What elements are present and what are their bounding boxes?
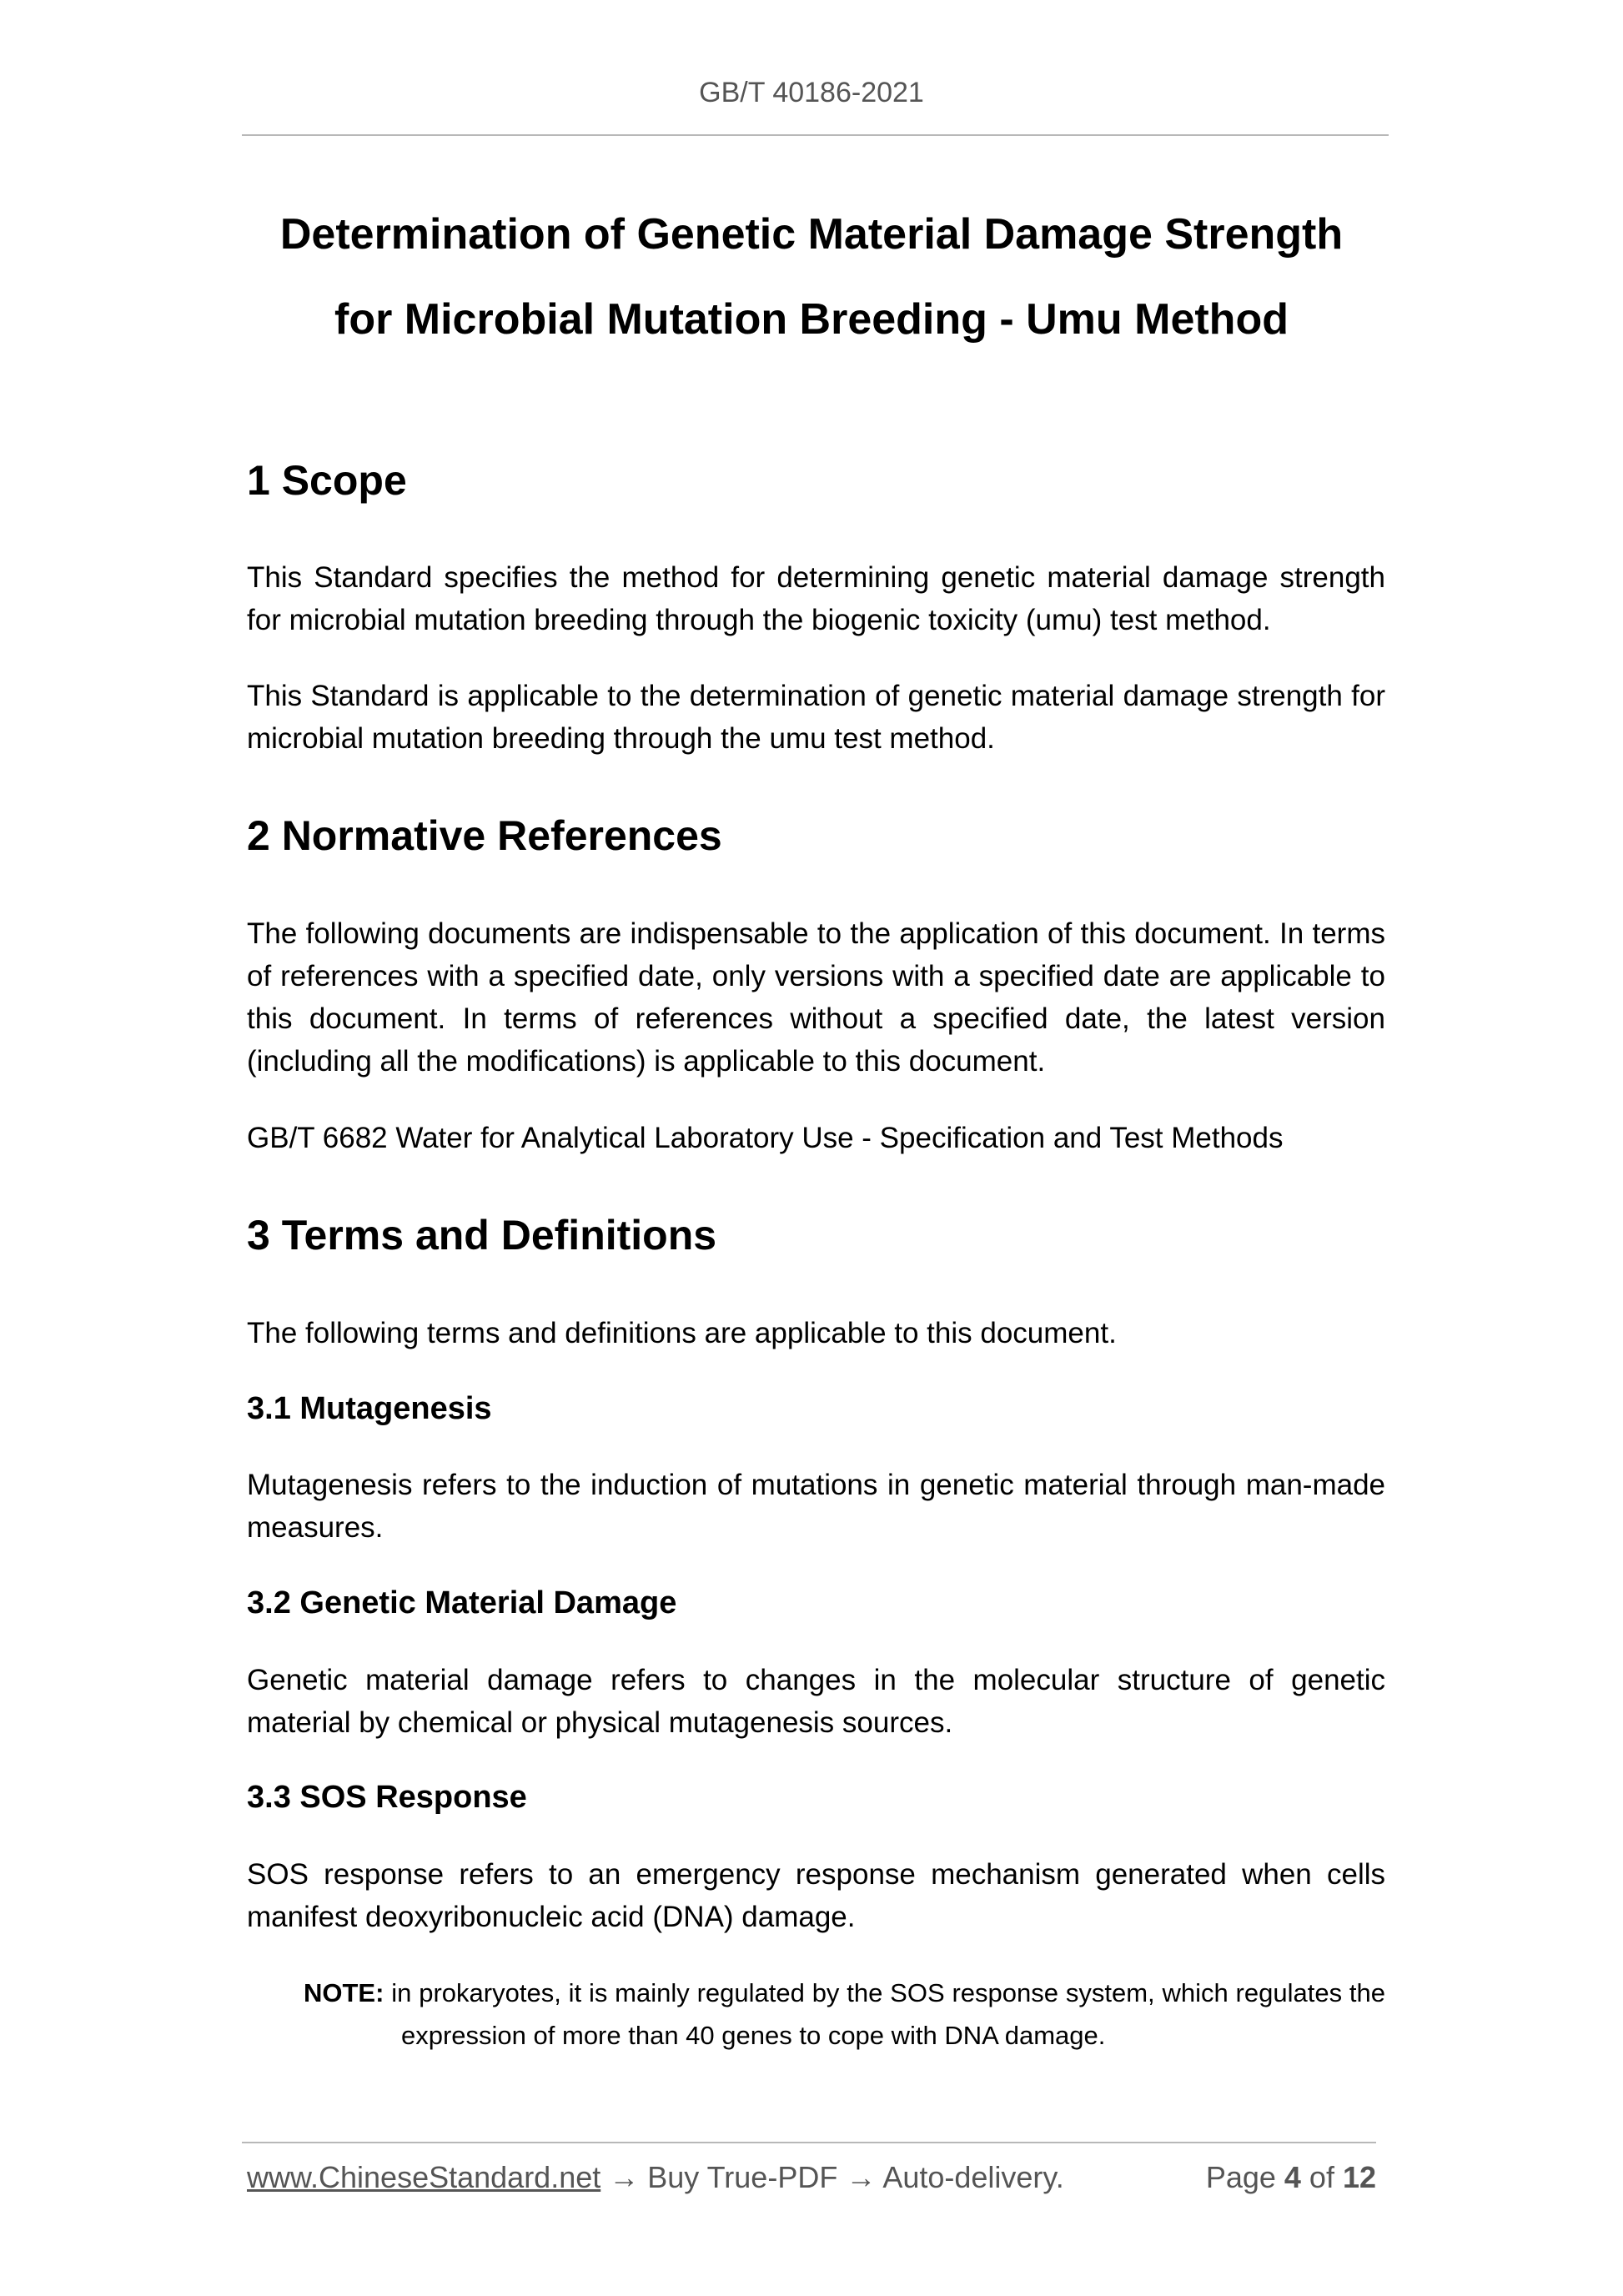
footer-divider [242, 2142, 1376, 2143]
term-3-1-definition: Mutagenesis refers to the induction of mutations in genetic material through man-made measures. [247, 1469, 1385, 1544]
term-3-3-heading: 3.3 SOS Response [247, 1780, 527, 1815]
document-title [0, 192, 1623, 362]
term-3-2-definition: Genetic material damage refers to changes in the molecular structure of genetic material by chemical or physical mutagenesis sources. [247, 1664, 1385, 1739]
section-2-heading: 2 Normative References [247, 812, 722, 859]
header-divider [242, 134, 1389, 136]
term-3-3-note [304, 1972, 1385, 2057]
footer-promo-text: → Buy True-PDF → Auto-delivery. [600, 2160, 1064, 2194]
page-total: 12 [1342, 2160, 1376, 2194]
chinese-standard-link[interactable]: www.ChineseStandard.net [247, 2160, 601, 2194]
section-1-heading: 1 Scope [247, 457, 407, 504]
term-3-3-definition: SOS response refers to an emergency response mechanism generated when cells manifest deoxyribonucleic acid (DNA) damage. [247, 1858, 1385, 1933]
section-2-reference: GB/T 6682 Water for Analytical Laboratory Use - Specification and Test Methods [247, 1122, 1284, 1154]
title-line-1: Determination of Genetic Material Damage Strength [279, 210, 1344, 259]
note-label: NOTE: [304, 1978, 384, 2007]
page-current: 4 [1284, 2160, 1301, 2194]
page-indicator [1206, 2160, 1376, 2195]
term-3-1-heading: 3.1 Mutagenesis [247, 1391, 492, 1426]
section-3-heading: 3 Terms and Definitions [247, 1212, 717, 1259]
note-text: in prokaryotes, it is mainly regulated by the SOS response system, which regulates the expression of more than 40 genes to cope with DNA damage. [384, 1978, 1385, 2050]
page-footer [247, 2160, 1376, 2202]
section-1-paragraph-1: This Standard specifies the method for determining genetic material damage strength for microbial mutation breeding through the biogenic toxicity (umu) test method. [247, 561, 1385, 636]
term-3-2-heading: 3.2 Genetic Material Damage [247, 1585, 677, 1620]
page-label: Page [1205, 2160, 1284, 2194]
section-3-paragraph-1: The following terms and definitions are applicable to this document. [247, 1317, 1117, 1349]
section-1-paragraph-2: This Standard is applicable to the determination of genetic material damage strength for microbial mutation breeding through the umu test method. [247, 680, 1385, 755]
title-line-2: for Microbial Mutation Breeding - Umu Method [334, 295, 1289, 344]
section-2-paragraph-1: The following documents are indispensable to the application of this document. In terms of references with a specified date, only versions with a specified date are applicable to this document. In terms of references without a specified date, the latest version (including all the modifications) is applicable to this document. [247, 917, 1385, 1078]
page-of: of [1300, 2160, 1343, 2194]
footer-promo [247, 2160, 1064, 2195]
document-id-header: GB/T 40186-2021 [699, 77, 924, 108]
